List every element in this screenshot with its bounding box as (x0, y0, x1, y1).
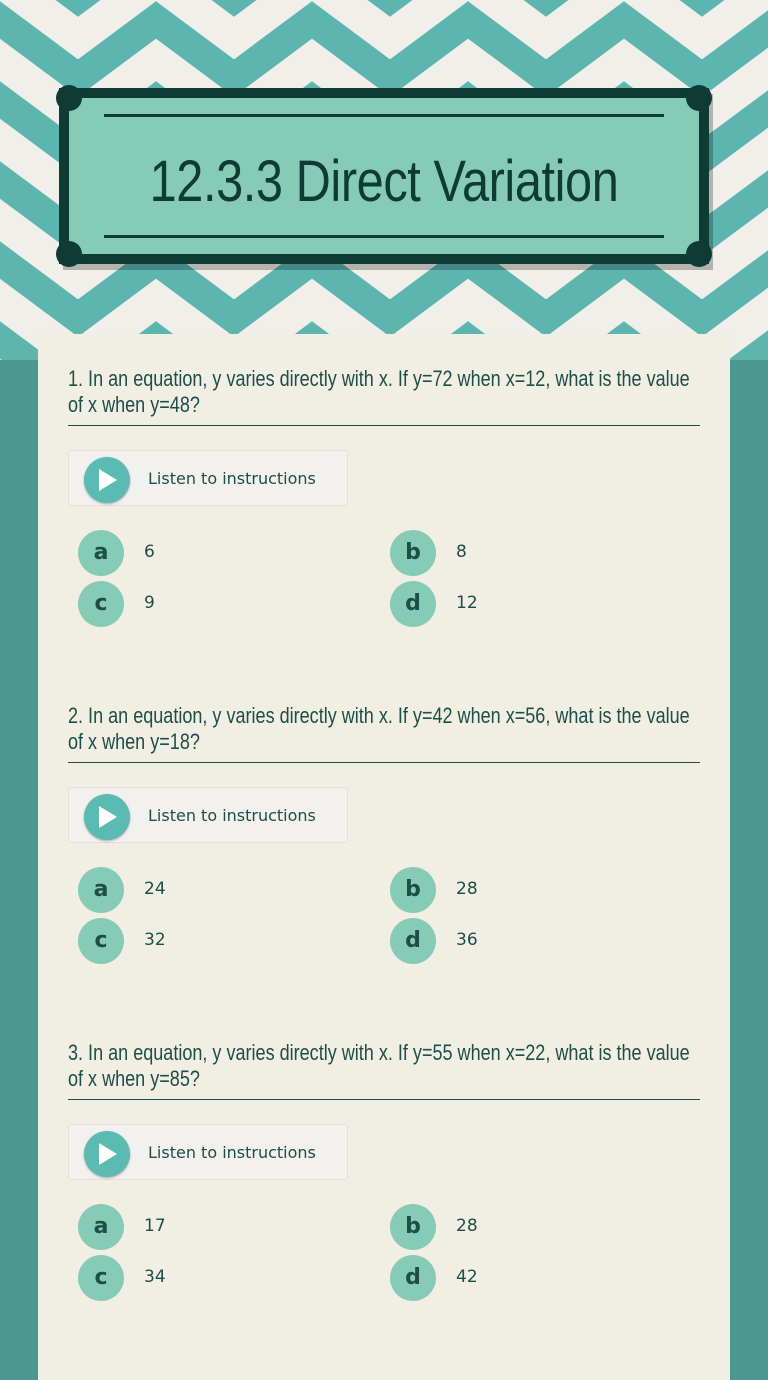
choice-d[interactable] (390, 1255, 670, 1301)
choice-value: 8 (456, 542, 467, 562)
choice-letter-badge: c (78, 581, 124, 627)
choice-c[interactable] (78, 1255, 358, 1301)
title-divider (104, 114, 664, 117)
worksheet-body (38, 334, 730, 1380)
choice-value: 24 (144, 879, 166, 899)
choice-letter-badge: c (78, 918, 124, 964)
choice-c[interactable] (78, 918, 358, 964)
choice-c[interactable] (78, 581, 358, 627)
choice-value: 17 (144, 1216, 166, 1236)
question-text: 3. In an equation, y varies directly with x. If y=55 when x=22, what is the value of x when y=85? (68, 1040, 690, 1091)
play-icon[interactable] (84, 457, 130, 503)
choice-letter-badge: b (390, 867, 436, 913)
choice-a[interactable] (78, 530, 358, 576)
choice-letter-badge: d (390, 1255, 436, 1301)
choice-letter-badge: a (78, 867, 124, 913)
play-icon[interactable] (84, 1131, 130, 1177)
choice-letter-badge: a (78, 1204, 124, 1250)
choice-d[interactable] (390, 918, 670, 964)
question-2 (68, 703, 700, 953)
choice-value: 28 (456, 1216, 478, 1236)
title-panel (69, 98, 699, 254)
choice-value: 28 (456, 879, 478, 899)
choice-letter-badge: b (390, 530, 436, 576)
question-1 (68, 366, 700, 616)
choice-value: 12 (456, 593, 478, 613)
choice-a[interactable] (78, 1204, 358, 1250)
corner-notch (686, 85, 712, 111)
choice-value: 6 (144, 542, 155, 562)
play-icon[interactable] (84, 794, 130, 840)
listen-to-instructions-button[interactable] (68, 1124, 348, 1180)
question-text: 1. In an equation, y varies directly with x. If y=72 when x=12, what is the value of x when y=48? (68, 366, 690, 417)
question-divider (68, 1099, 700, 1100)
choice-letter-badge: c (78, 1255, 124, 1301)
choice-b[interactable] (390, 1204, 670, 1250)
listen-label: Listen to instructions (148, 469, 316, 488)
choice-value: 9 (144, 593, 155, 613)
page-title: 12.3.3 Direct Variation (149, 149, 619, 214)
title-card (59, 88, 709, 264)
corner-notch (56, 241, 82, 267)
title-divider (104, 235, 664, 238)
choice-b[interactable] (390, 867, 670, 913)
choice-letter-badge: d (390, 581, 436, 627)
choice-a[interactable] (78, 867, 358, 913)
corner-notch (686, 241, 712, 267)
choice-letter-badge: b (390, 1204, 436, 1250)
choice-letter-badge: d (390, 918, 436, 964)
listen-to-instructions-button[interactable] (68, 450, 348, 506)
listen-to-instructions-button[interactable] (68, 787, 348, 843)
choice-d[interactable] (390, 581, 670, 627)
choice-value: 42 (456, 1267, 478, 1287)
choice-value: 32 (144, 930, 166, 950)
listen-label: Listen to instructions (148, 806, 316, 825)
choice-value: 34 (144, 1267, 166, 1287)
question-3 (68, 1040, 700, 1290)
choice-value: 36 (456, 930, 478, 950)
listen-label: Listen to instructions (148, 1143, 316, 1162)
question-text: 2. In an equation, y varies directly with x. If y=42 when x=56, what is the value of x when y=18? (68, 703, 690, 754)
choice-b[interactable] (390, 530, 670, 576)
question-divider (68, 762, 700, 763)
question-divider (68, 425, 700, 426)
corner-notch (56, 85, 82, 111)
choice-letter-badge: a (78, 530, 124, 576)
